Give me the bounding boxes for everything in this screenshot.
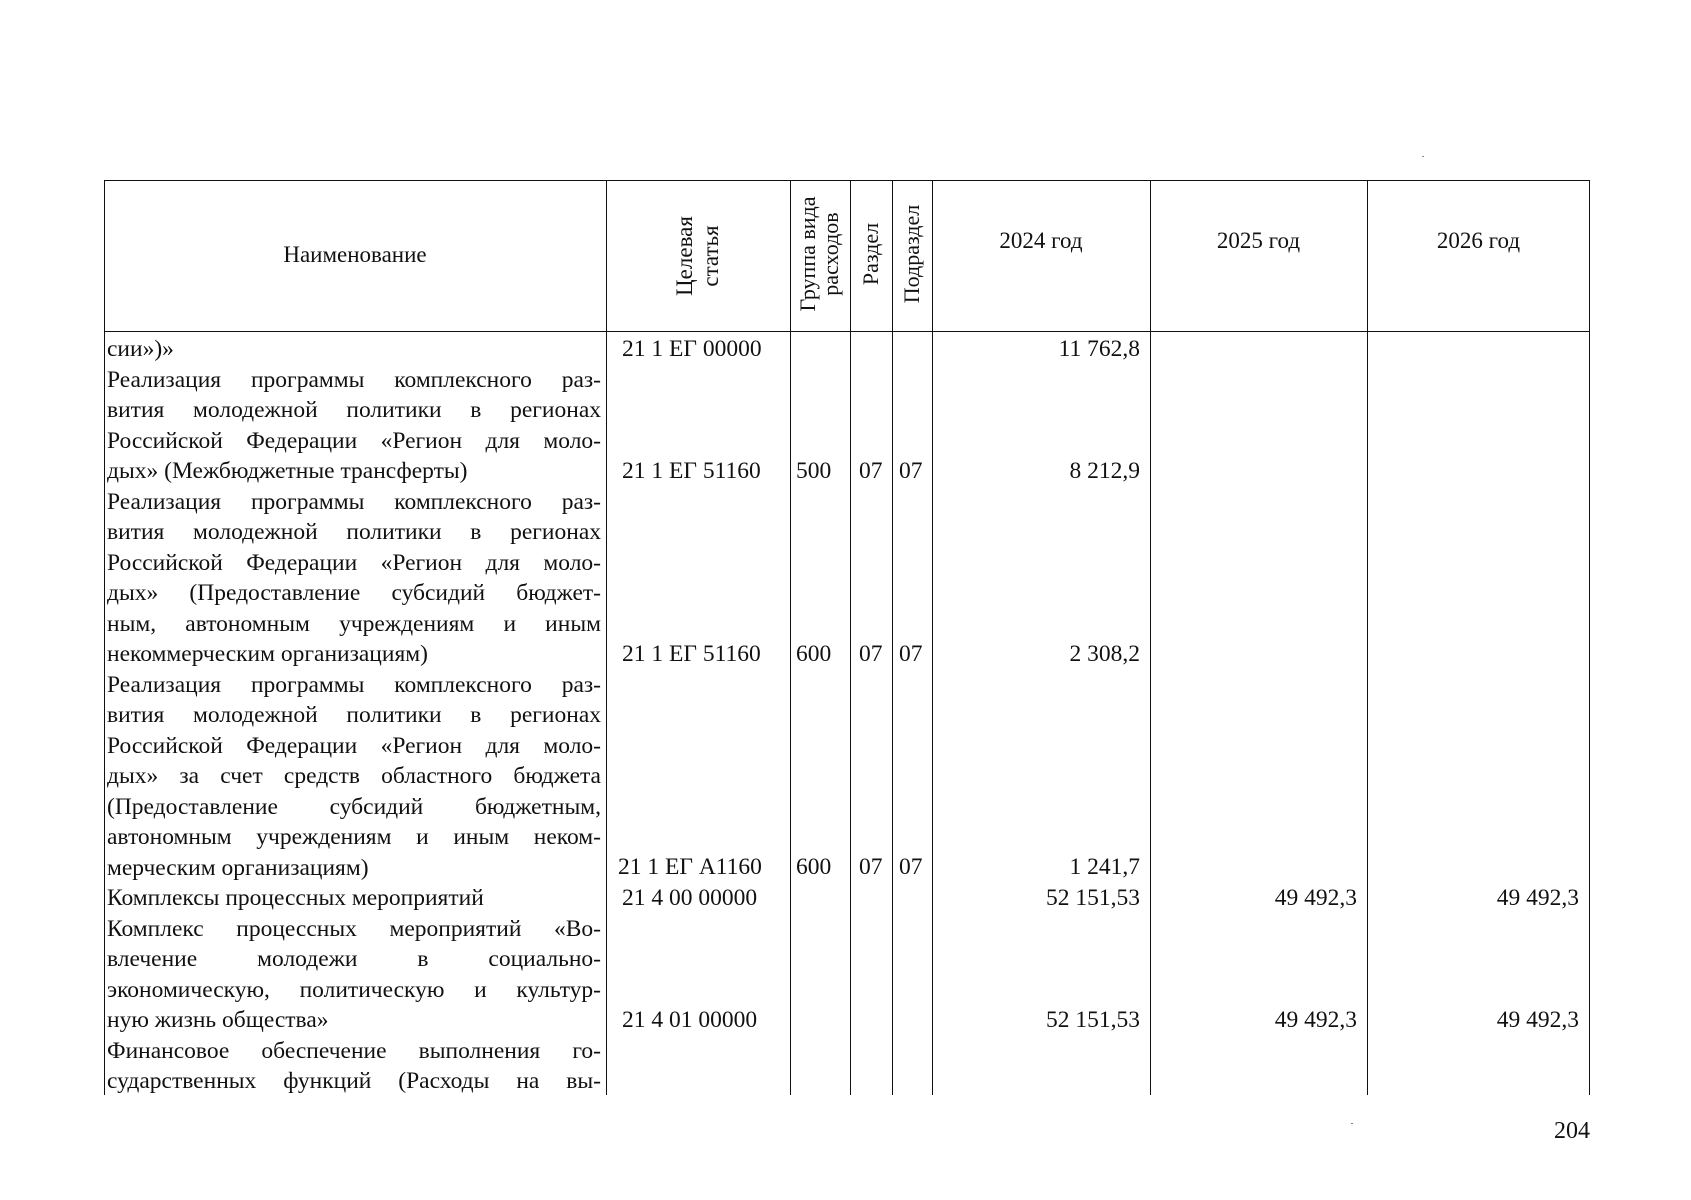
table-row-name — [107, 365, 601, 487]
name-line: сударственных функций (Расходы на вы- — [107, 1068, 601, 1094]
name-line: ную жизнь общества» — [107, 1007, 329, 1033]
name-line: Реализация программы комплексного раз- — [107, 366, 601, 393]
cell-2026: 49 492,3 — [1496, 885, 1579, 911]
cell-subsection: 07 — [899, 854, 923, 880]
cell-2024: 2 308,2 — [1069, 641, 1140, 667]
cell-section: 07 — [859, 458, 883, 484]
name-line: (Предоставление субсидий бюджетным, — [107, 793, 601, 820]
name-line: Российской Федерации «Регион для моло- — [107, 732, 601, 759]
cell-2024: 52 151,53 — [1046, 1007, 1140, 1033]
table-row-name — [107, 334, 601, 365]
col-divider-2024 — [1150, 180, 1151, 1095]
table-row-name — [107, 1036, 601, 1097]
table-row-name — [107, 914, 601, 1036]
name-line: некоммерческим организациям) — [107, 641, 428, 667]
header-2024: 2024 год — [999, 228, 1083, 253]
cell-group: 600 — [796, 641, 832, 667]
cell-target: 21 1 ЕГ 00000 — [622, 336, 762, 362]
cell-2024: 1 241,7 — [1069, 854, 1140, 880]
cell-section: 07 — [859, 641, 883, 667]
name-line: Реализация программы комплексного раз- — [107, 488, 601, 515]
header-2025: 2025 год — [1216, 228, 1301, 253]
header-expense-group-line2: расходов — [818, 212, 843, 296]
header-subsection: Подраздел — [899, 204, 924, 304]
name-line: Российской Федерации «Регион для моло- — [107, 427, 601, 454]
cell-2024: 8 212,9 — [1069, 458, 1140, 484]
scan-speck — [1422, 156, 1424, 157]
header-name: Наименование — [283, 242, 427, 267]
header-expense-group — [796, 181, 844, 327]
scan-speck — [1351, 1123, 1353, 1124]
name-line: дых» за счет средств областного бюджета — [107, 763, 601, 789]
col-divider-section — [892, 180, 893, 1095]
name-line: Комплексы процессных мероприятий — [107, 885, 484, 911]
name-line: дых» (Предоставление субсидий бюджет- — [107, 580, 601, 606]
table-row-name — [107, 670, 601, 884]
name-line: дых» (Межбюджетные трансферты) — [107, 458, 468, 484]
name-line: сии»)» — [107, 336, 174, 362]
cell-target: 21 1 ЕГ 51160 — [622, 458, 761, 484]
cell-2026: 49 492,3 — [1496, 1007, 1579, 1033]
table-row-name — [107, 883, 601, 914]
cell-subsection: 07 — [899, 641, 923, 667]
cell-target: 21 4 00 00000 — [622, 885, 758, 911]
name-line: ным, автономным учреждениям и иным — [107, 610, 601, 637]
header-expense-group-line1: Группа вида — [795, 196, 820, 312]
name-line: вития молодежной политики в регионах — [107, 397, 601, 423]
cell-2025: 49 492,3 — [1274, 885, 1357, 911]
col-divider-subsection — [932, 180, 933, 1095]
name-line: вития молодежной политики в регионах — [107, 702, 601, 728]
header-target-article-line1: Целевая — [672, 216, 697, 296]
page-number: 204 — [1554, 1118, 1590, 1144]
table-row-name — [107, 487, 601, 670]
col-divider-2025 — [1367, 180, 1368, 1095]
header-target-article — [672, 181, 724, 331]
col-divider-group — [850, 180, 851, 1095]
name-line: Реализация программы комплексного раз- — [107, 671, 601, 698]
cell-2024: 11 762,8 — [1058, 336, 1140, 362]
name-line: мерческим организациям) — [107, 854, 369, 881]
cell-group: 500 — [796, 458, 832, 484]
name-line: автономным учреждениям и иным неком- — [107, 824, 601, 850]
cell-2025: 49 492,3 — [1274, 1007, 1357, 1033]
name-line: вития молодежной политики в регионах — [107, 519, 601, 545]
name-line: влечение молодежи в социально- — [107, 946, 601, 972]
cell-subsection: 07 — [899, 458, 923, 484]
cell-target: 21 1 ЕГ 51160 — [622, 641, 761, 667]
name-line: Комплекс процессных мероприятий «Во- — [107, 915, 601, 942]
header-section: Раздел — [858, 222, 883, 286]
cell-section: 07 — [859, 854, 883, 880]
col-divider-target — [790, 180, 791, 1095]
col-divider-name — [606, 180, 607, 1095]
header-divider — [104, 331, 1590, 332]
header-target-article-line2: статья — [698, 225, 723, 287]
cell-target: 21 1 ЕГ А1160 — [618, 854, 762, 880]
cell-2024: 52 151,53 — [1046, 885, 1140, 911]
name-line: Финансовое обеспечение выполнения го- — [107, 1037, 601, 1064]
budget-table — [104, 180, 1590, 1095]
cell-target: 21 4 01 00000 — [622, 1007, 758, 1033]
cell-group: 600 — [796, 854, 832, 880]
name-line: Российской Федерации «Регион для моло- — [107, 549, 601, 576]
header-2026: 2026 год — [1436, 228, 1521, 253]
name-line: экономическую, политическую и культур- — [107, 976, 601, 1003]
